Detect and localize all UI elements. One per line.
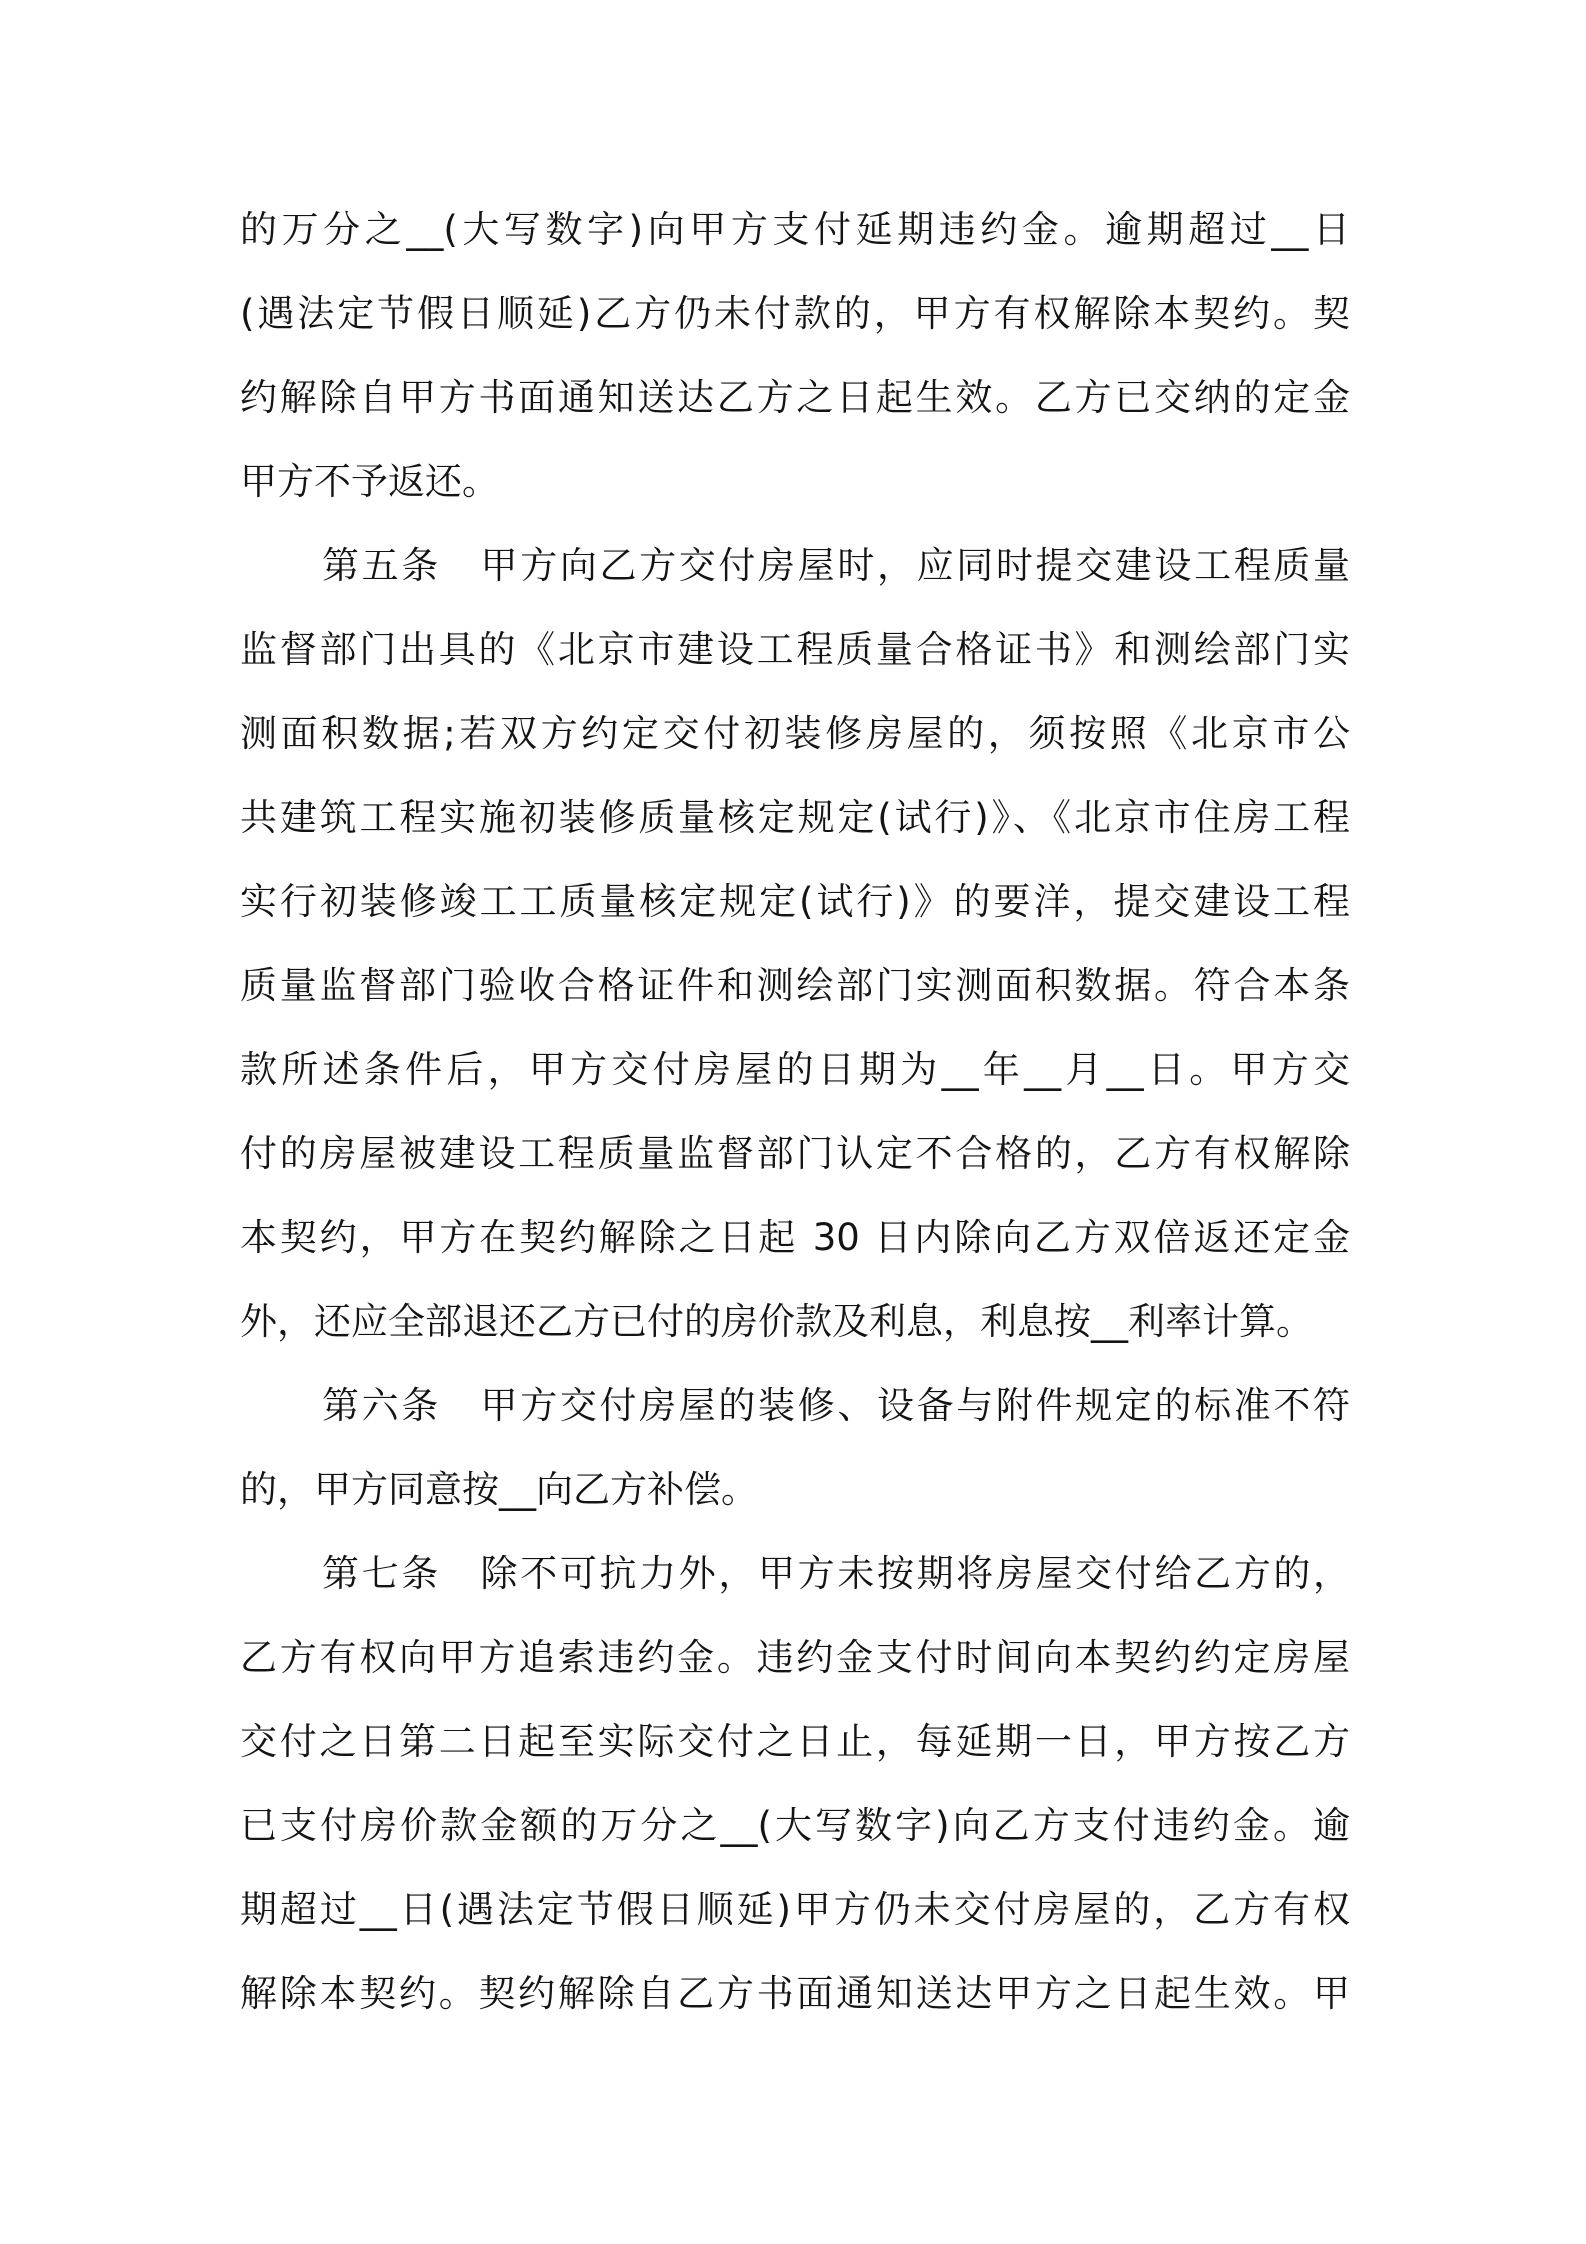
text-line: 的万分之__(大写数字)向甲方支付延期违约金。逾期超过__日 xyxy=(240,208,1350,251)
text-line: 监督部门出具的《北京市建设工程质量合格证书》和测绘部门实 xyxy=(240,628,1350,671)
text-line: 本契约，甲方在契约解除之日起 30 日内除向乙方双倍返还定金 xyxy=(240,1216,1350,1259)
text-line: 款所述条件后，甲方交付房屋的日期为__年__月__日。甲方交 xyxy=(240,1048,1350,1091)
text-line: 交付之日第二日起至实际交付之日止，每延期一日，甲方按乙方 xyxy=(240,1720,1350,1763)
text-line: (遇法定节假日顺延)乙方仍未付款的，甲方有权解除本契约。契 xyxy=(240,292,1350,335)
text-line: 实行初装修竣工工质量核定规定(试行)》的要洋，提交建设工程 xyxy=(240,880,1350,923)
text-line: 的，甲方同意按__向乙方补偿。 xyxy=(240,1468,758,1511)
text-line: 测面积数据;若双方约定交付初装修房屋的，须按照《北京市公 xyxy=(240,712,1350,755)
text-line: 已支付房价款金额的万分之__(大写数字)向乙方支付违约金。逾 xyxy=(240,1804,1350,1847)
article-heading-line: 第五条 甲方向乙方交付房屋时，应同时提交建设工程质量 xyxy=(322,544,1350,587)
text-line: 约解除自甲方书面通知送达乙方之日起生效。乙方已交纳的定金 xyxy=(240,376,1350,419)
text-line: 期超过__日(遇法定节假日顺延)甲方仍未交付房屋的，乙方有权 xyxy=(240,1888,1350,1931)
text-line: 乙方有权向甲方追索违约金。违约金支付时间向本契约约定房屋 xyxy=(240,1636,1350,1679)
article-heading-line: 第六条 甲方交付房屋的装修、设备与附件规定的标准不符 xyxy=(322,1384,1350,1427)
text-line: 共建筑工程实施初装修质量核定规定(试行)》、《北京市住房工程 xyxy=(240,796,1350,839)
article-heading-line: 第七条 除不可抗力外，甲方未按期将房屋交付给乙方的， xyxy=(322,1552,1350,1595)
text-line: 解除本契约。契约解除自乙方书面通知送达甲方之日起生效。甲 xyxy=(240,1972,1350,2015)
text-line: 质量监督部门验收合格证件和测绘部门实测面积数据。符合本条 xyxy=(240,964,1350,1007)
text-line: 付的房屋被建设工程质量监督部门认定不合格的，乙方有权解除 xyxy=(240,1132,1350,1175)
text-line: 外，还应全部退还乙方已付的房价款及利息，利息按__利率计算。 xyxy=(240,1300,1313,1343)
text-line: 甲方不予返还。 xyxy=(240,460,499,503)
